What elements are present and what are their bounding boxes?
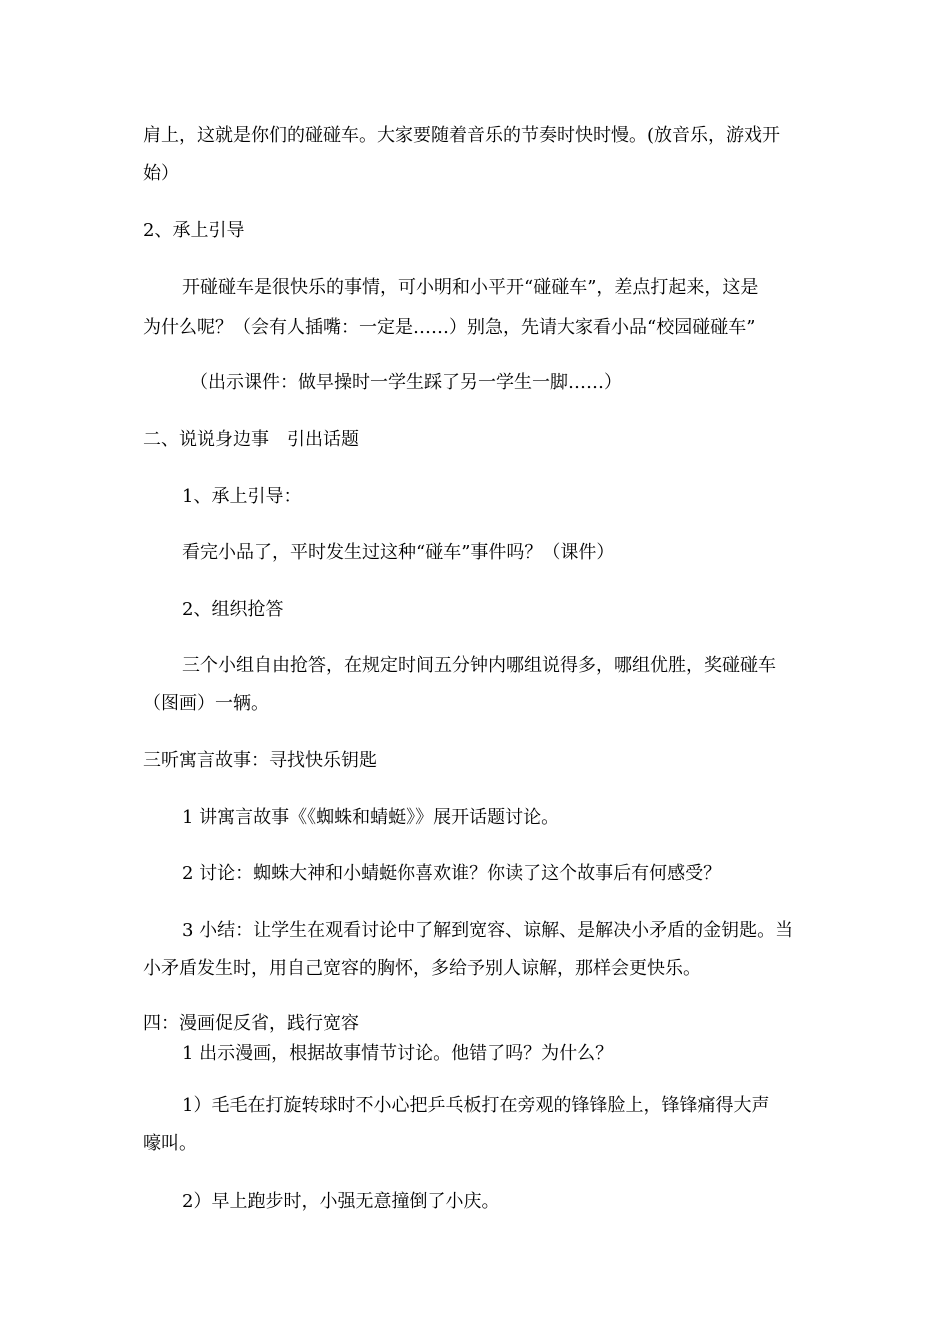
- paragraph-line: （图画）一辆。: [143, 693, 269, 714]
- paragraph-line: 3 小结：让学生在观看讨论中了解到宽容、谅解、是解决小矛盾的金钥匙。当: [182, 920, 794, 941]
- paragraph-line: 2 讨论：蜘蛛大神和小蜻蜓你喜欢谁？你读了这个故事后有何感受？: [182, 863, 722, 884]
- paragraph-line: 2）早上跑步时，小强无意撞倒了小庆。: [182, 1191, 500, 1212]
- paragraph-line: 嚎叫。: [143, 1133, 197, 1154]
- paragraph-line: 1）毛毛在打旋转球时不小心把乒乓板打在旁观的锋锋脸上，锋锋痛得大声: [182, 1095, 770, 1116]
- paragraph-line: （出示课件：做早操时一学生踩了另一学生一脚……）: [190, 372, 622, 393]
- paragraph-line: 始）: [143, 163, 179, 184]
- paragraph-line: 开碰碰车是很快乐的事情，可小明和小平开“碰碰车”，差点打起来，这是: [182, 277, 759, 298]
- paragraph-line: 为什么呢？（会有人插嘴：一定是……）别急，先请大家看小品“校园碰碰车”: [143, 317, 756, 338]
- paragraph-line: 肩上，这就是你们的碰碰车。大家要随着音乐的节奏时快时慢。(放音乐，游戏开: [143, 125, 781, 146]
- paragraph-line: 看完小品了，平时发生过这种“碰车”事件吗？（课件）: [182, 542, 615, 563]
- paragraph-line: 三个小组自由抢答，在规定时间五分钟内哪组说得多，哪组优胜，奖碰碰车: [182, 655, 776, 676]
- subsection-heading: 1、承上引导：: [182, 486, 302, 507]
- section-heading: 2、承上引导: [143, 220, 245, 241]
- section-heading: 三听寓言故事：寻找快乐钥匙: [143, 750, 377, 771]
- section-heading: 四：漫画促反省，践行宽容: [143, 1013, 359, 1034]
- paragraph-line: 1 出示漫画，根据故事情节讨论。他错了吗？为什么？: [182, 1043, 614, 1064]
- paragraph-line: 1 讲寓言故事《《蜘蛛和蜻蜓》》展开话题讨论。: [182, 807, 560, 828]
- paragraph-line: 小矛盾发生时，用自己宽容的胸怀，多给予别人谅解，那样会更快乐。: [143, 958, 701, 979]
- subsection-heading: 2、组织抢答: [182, 599, 284, 620]
- section-heading: 二、说说身边事 引出话题: [143, 429, 359, 450]
